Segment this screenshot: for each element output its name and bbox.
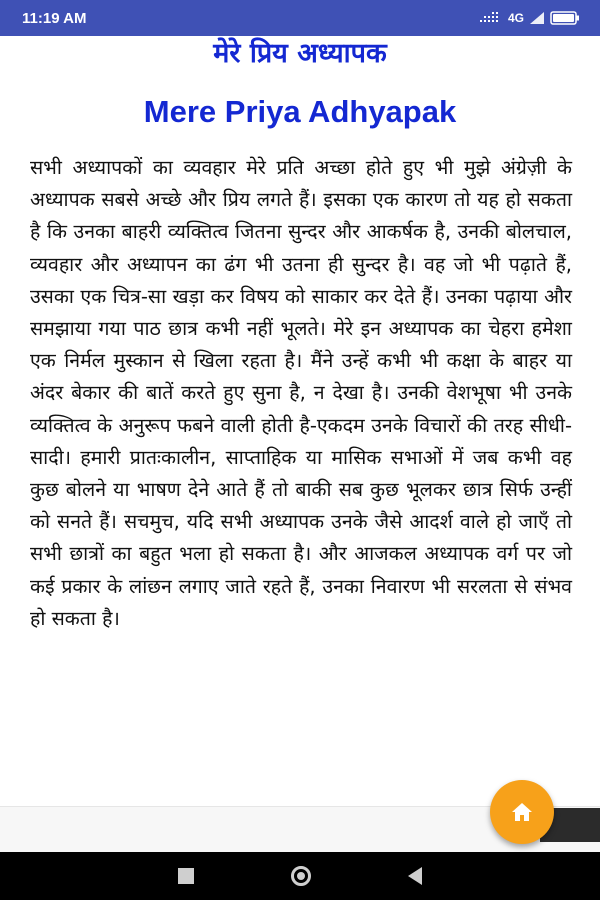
page-title-hindi: मेरे प्रिय अध्यापक: [213, 38, 387, 69]
status-icons: [480, 11, 580, 25]
recents-icon[interactable]: [178, 868, 194, 884]
signal-dots-icon: [480, 12, 502, 24]
back-icon[interactable]: [408, 867, 422, 885]
status-time: 11:19 AM: [22, 9, 87, 27]
battery-icon: [550, 11, 580, 25]
status-bar: [0, 0, 600, 36]
page-title-english: Mere Priya Adhyapak: [143, 94, 457, 129]
system-nav-bar: [0, 852, 600, 900]
signal-strength-icon: [530, 12, 544, 24]
home-icon: [511, 802, 533, 822]
article-body: सभी अध्यापकों का व्यवहार मेरे प्रति अच्छा होते हुए भी मुझे अंग्रेज़ी के अध्यापक सबसे अच्छे और प्रिय लगते हैं। इसका एक कारण तो यह हो सकता है कि उनका बाहरी व्यक्तित्व जितना सुन्दर और आकर्षक है, उनकी बोलचाल, व्यवहार और अध्यापन का ढंग भी उतना ही सुन्दर है। वह जो भी पढ़ाते हैं, उसका एक चित्र-सा खड़ा कर विषय को साकार कर देते हैं। उनका पढ़ाया और समझाया गया पाठ छात्र कभी नहीं भूलते। मेरे इन अध्यापक का चेहरा हमेशा एक निर्मल मुस्कान से खिला रहता है। मैंने उन्हें कभी भी कक्षा के बाहर या अंदर बेकार की बातें करते हुए सुना है, न देखा है। उनकी वेशभूषा भी उनके व्यक्तित्व के अनुरूप फबने वाली होती है-एकदम उनके विचारों की तरह सीधी-सादी। हमारी प्रातःकालीन, साप्ताहिक या मासिक सभाओं में जब कभी वह कुछ बोलने या भाषण देने आते हैं तो बाकी सब कुछ भूलकर छात्र सिर्फ उन्हीं को सनते हैं। सचमुच, यदि सभी अध्यापक उनके जैसे आदर्श वाले हो जाएँ तो सभी छात्रों का बहुत भला हो सकता है। और आजकल अध्यापक वर्ग पर जो कई प्रकार के लांछन लगाए जाते रहते हैं, उनका निवारण भी सरलता से संभव हो सकता है।: [30, 156, 572, 630]
network-type: 4G: [507, 11, 524, 25]
home-circle-icon[interactable]: [291, 866, 311, 886]
home-fab-button[interactable]: [490, 780, 554, 844]
